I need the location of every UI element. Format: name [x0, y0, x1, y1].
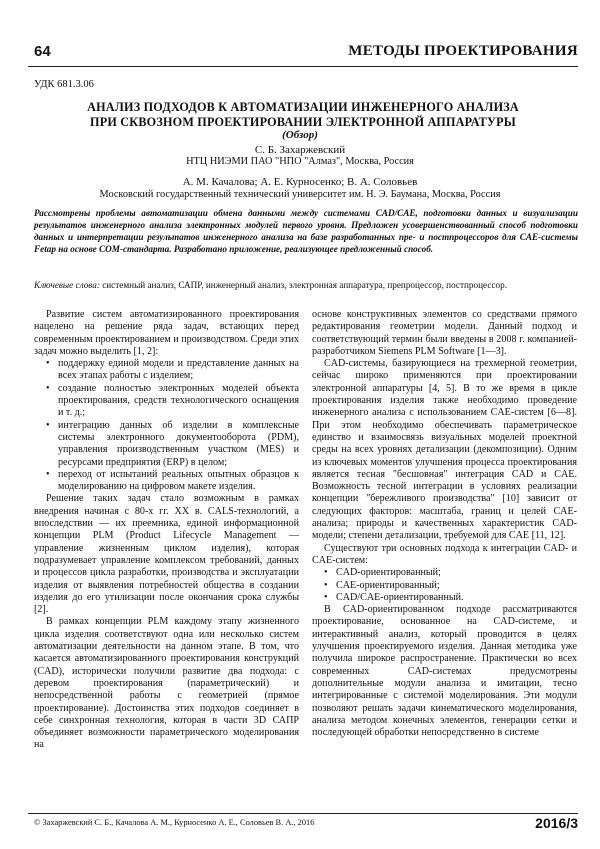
bullet-list	[34, 358, 299, 493]
affiliation-2: Московский государственный технический университет им. Н. Э. Баумана, Москва, Россия	[99, 189, 501, 200]
body-column-right	[312, 309, 577, 739]
article-title	[28, 100, 578, 130]
issue-number: 2016/3	[535, 815, 578, 831]
section-title: МЕТОДЫ ПРОЕКТИРОВАНИЯ	[348, 43, 578, 59]
keywords	[34, 280, 578, 292]
list-item: • CAD/CAE-ориентированный.	[312, 592, 577, 604]
list-item: • переход от испытаний реальных опытных образцов к моделированию на цифровом макете изделия.	[34, 469, 299, 494]
list-item: • CAD-ориентированный;	[312, 567, 577, 579]
author-1: С. Б. Захаржевский	[254, 144, 346, 156]
abstract: Рассмотрены проблемы автоматизации обмена данными между системами CAD/CAE, подготовки данных и визуализации результатов инженерного анализа электронных модулей первого уровня. Предложен усовершенствованный способ подготовки данных и интерпретации результатов инженерного анализа на базе разработанных пре- и постпроцессоров для CAE-системы Fetap на основе COM-стандарта. Разработано приложение, реализующее предложенный способ.	[34, 208, 578, 254]
copyright: © Захаржевский С. Б., Качалова А. М., Курносенко А. Е., Соловьев В. А., 2016	[34, 818, 315, 827]
paragraph: CAD-системы, базирующиеся на трехмерной геометрии, сейчас широко применяются при проектировании электронной аппаратуры [4, 5]. В то же время в цикле проектирования изделия также необходимо проведение инженерного анализа с использованием CAE-систем [6—8]. При этом необходимо обеспечивать параметрическое единство и взаимосвязь визуальных моделей проектной среды на всех уровнях детализации (декомпозиции). Одним из ключевых моментов улучшения процесса проектирования является тесная "бесшовная" интеграция CAD и CAE. Возможность тесной интеграции в условиях реализации концепции "бережливого производства" [10] зависит от следующих факторов: масштаба, границ и целей CAE-анализа; природы и качественных характеристик CAD-модели; степени детализации, требуемой для CAE [11, 12].	[312, 358, 577, 542]
article-subtitle: (Обзор)	[282, 129, 318, 141]
author-2: А. М. Качалова; А. Е. Курносенко; В. А. Соловьев	[182, 176, 418, 188]
paragraph: Существуют три основных подхода к интеграции CAD- и CAE-систем:	[312, 542, 577, 566]
paragraph: основе конструктивных элементов со средствами прямого редактирования геометрии модели. Данный подход и соответствующий термин были введены в 2008 г. компанией-разработчиком Siemens PLM Software [1—3].	[312, 309, 577, 357]
body-column-left	[34, 309, 299, 752]
paragraph: В CAD-ориентированном подходе рассматриваются проектирование, основанное на CAD-системе, и интерактивный анализ, который проводится в целях улучшения проектируемого изделия. Данная методика уже получила широкое распространение. Практически во всех современных CAD-системах предусмотрены дополнительные модули анализа и имитации, тесно интегрированные с системой моделирования. Эти модули позволяют решать задачи кинематического моделирования, анализа методом конечных элементов, генерации сетки и последующей обработки непосредственно в системе	[312, 604, 577, 739]
header-rule	[28, 66, 578, 67]
footer-rule	[28, 813, 578, 814]
paragraph: Развитие систем автоматизированного проектирования нацелено на решение ряда задач, встающих перед современным проектированием и производством. Среди этих задач можно выделить [1, 2]:	[34, 309, 299, 357]
keywords-text: системный анализ, САПР, инженерный анализ, электронная аппаратура, препроцессор, постпроцессор.	[99, 280, 507, 290]
keywords-label: Ключевые слова:	[34, 280, 100, 290]
affiliation-1: НТЦ НИЭМИ ПАО "НПО "Алмаз", Москва, Россия	[186, 156, 414, 167]
list-item: • поддержку единой модели и представление данных на всех этапах работы с изделием;	[34, 358, 299, 383]
list-item: • интеграцию данных об изделии в комплексные системы электронного документооборота (PDM), управления производственным участком (MES) и ресурсами предприятия (ERP) в целом;	[34, 420, 299, 469]
article-title-line2: ПРИ СКВОЗНОМ ПРОЕКТИРОВАНИИ ЭЛЕКТРОННОЙ АППАРАТУРЫ	[90, 115, 516, 129]
page-number: 64	[34, 43, 51, 60]
article-title-line1: АНАЛИЗ ПОДХОДОВ К АВТОМАТИЗАЦИИ ИНЖЕНЕРНОГО АНАЛИЗА	[87, 100, 519, 114]
bullet-list	[312, 567, 577, 604]
list-item: • CAE-ориентированный;	[312, 580, 577, 592]
list-item: • создание полностью электронных моделей объекта проектирования, средств технологического оснащения и т. д.;	[34, 383, 299, 420]
paragraph: В рамках концепции PLM каждому этапу жизненного цикла изделия соответствуют одна или несколько систем автоматизации деятельности на данном этапе. В том, что касается автоматизированного проектирования конструкций (CAD), исторически получили развитие два подхода: с деревом проектирования (параметрический) и непосредственной работы с геометрией (прямое проектирование). Достоинства этих подходов соединяет в себе синхронная технология, которая в части 3D САПР объединяет возможности параметрического моделирования на	[34, 616, 299, 751]
paragraph: Решение таких задач стало возможным в рамках внедрения начиная с 80-х гг. XX в. CALS-технологий, а впоследствии — их преемника, единой информационной концепции PLM (Product Lifecycle Management — управление жизненным циклом изделия), которая подразумевает управление комплексом требований, данных и процессов цикла разработки, производства и эксплуатации изделия от выявления потребностей общества в создании изделия до его утилизации после окончания срока службы [2].	[34, 493, 299, 616]
udk-code: УДК 681.3.06	[34, 79, 94, 90]
